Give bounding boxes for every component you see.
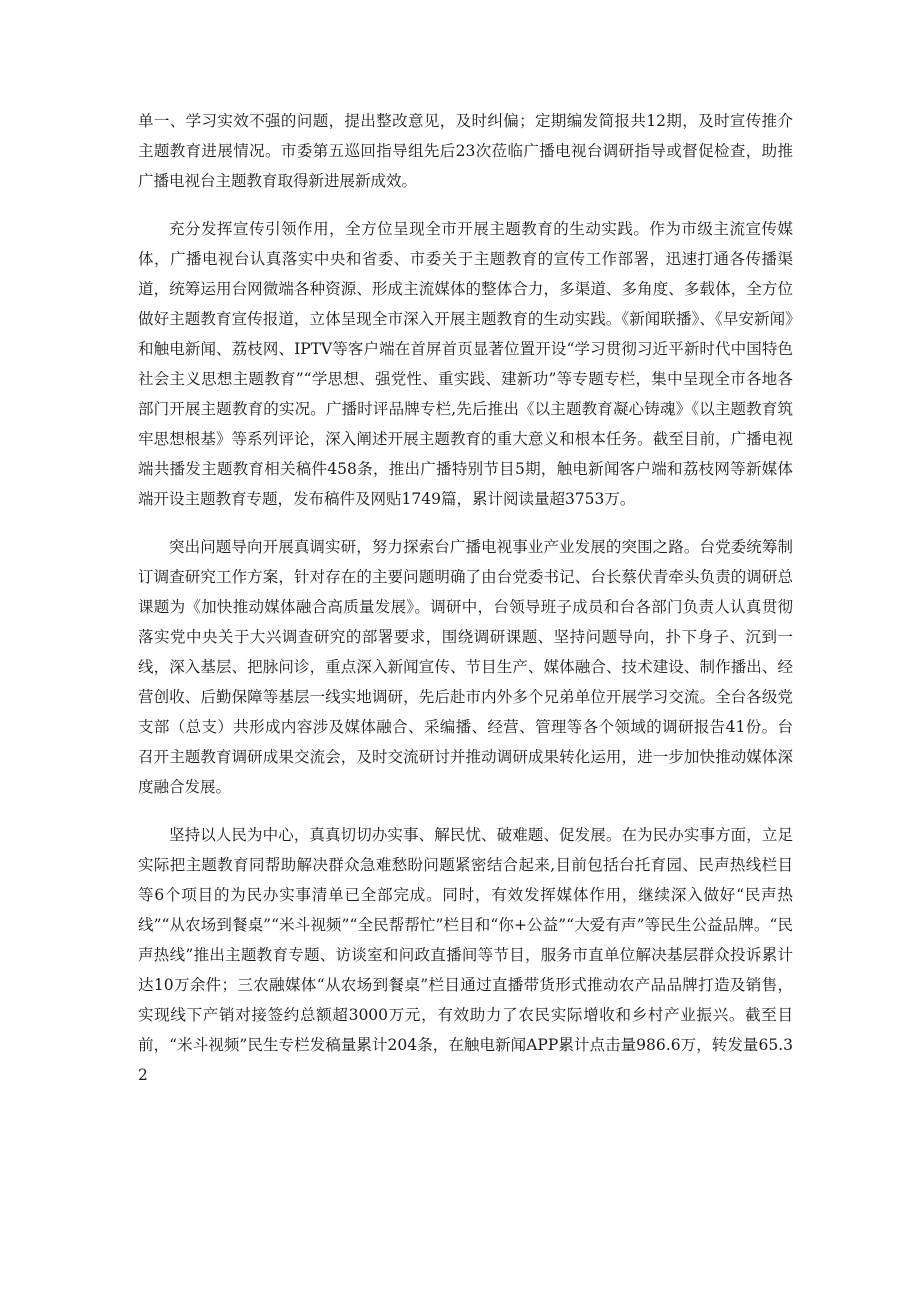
paragraph-continuation: 单一、学习实效不强的问题，提出整改意见，及时纠偏；定期编发简报共12期，及时宣传推介主题教育进展情况。市委第五巡回指导组先后23次莅临广播电视台调研指导或督促检查，助推广播电视台主题教育取得新进展新成效。 [138,112,793,190]
paragraph-people-centered: 坚持以人民为中心，真真切切办实事、解民忧、破难题、促发展。在为民办实事方面，立足实际把主题教育同帮助解决群众急难愁盼问题紧密结合起来,目前包括台托育园、民声热线栏目等6个项目的为民办实事清单已全部完成。同时，有效发挥媒体作用，继续深入做好“民声热线”“从农场到餐桌”“米斗视频”“全民帮帮忙”栏目和“你+公益”“大爱有声”等民生公益品牌。“民声热线”推出主题教育专题、访谈室和问政直播间等节目，服务市直单位解决基层群众投诉累计达10万余件；三农融媒体“从农场到餐桌”栏目通过直播带货形式推动农产品品牌打造及销售，实现线下产销对接签约总额超3000万元，有效助力了农民实际增收和乡村产业振兴。截至目前，“米斗视频”民生专栏发稿量累计204条，在触电新闻APP累计点击量986.6万，转发量65.32 [138,826,793,1084]
paragraph-publicity: 充分发挥宣传引领作用，全方位呈现全市开展主题教育的生动实践。作为市级主流宣传媒体，广播电视台认真落实中央和省委、市委关于主题教育的宣传工作部署，迅速打通各传播渠道，统筹运用台网微端各种资源、形成主流媒体的整体合力，多渠道、多角度、多载体，全方位做好主题教育宣传报道，立体呈现全市深入开展主题教育的生动实践。《新闻联播》、《早安新闻》和触电新闻、荔枝网、IPTV等客户端在首屏首页显著位置开设“学习贯彻习近平新时代中国特色社会主义思想主题教育”“学思想、强党性、重实践、建新功”等专题专栏，集中呈现全市各地各部门开展主题教育的实况。广播时评品牌专栏,先后推出《以主题教育凝心铸魂》《以主题教育筑牢思想根基》等系列评论，深入阐述开展主题教育的重大意义和根本任务。截至目前，广播电视端共播发主题教育相关稿件458条，推出广播特别节目5期，触电新闻客户端和荔枝网等新媒体端开设主题教育专题，发布稿件及网贴1749篇，累计阅读量超3753万。 [138,220,793,508]
document-body [138,106,793,1108]
paragraph-research: 突出问题导向开展真调实研，努力探索台广播电视事业产业发展的突围之路。台党委统筹制订调查研究工作方案，针对存在的主要问题明确了由台党委书记、台长蔡伏青牵头负责的调研总课题为《加快推动媒体融合高质量发展》。调研中，台领导班子成员和台各部门负责人认真贯彻落实党中央关于大兴调查研究的部署要求，围绕调研课题、坚持问题导向，扑下身子、沉到一线，深入基层、把脉问诊，重点深入新闻宣传、节目生产、媒体融合、技术建设、制作播出、经营创收、后勤保障等基层一线实地调研，先后赴市内外多个兄弟单位开展学习交流。全台各级党支部（总支）共形成内容涉及媒体融合、采编播、经营、管理等各个领域的调研报告41份。台召开主题教育调研成果交流会，及时交流研讨并推动调研成果转化运用，进一步加快推动媒体深度融合发展。 [138,538,793,796]
